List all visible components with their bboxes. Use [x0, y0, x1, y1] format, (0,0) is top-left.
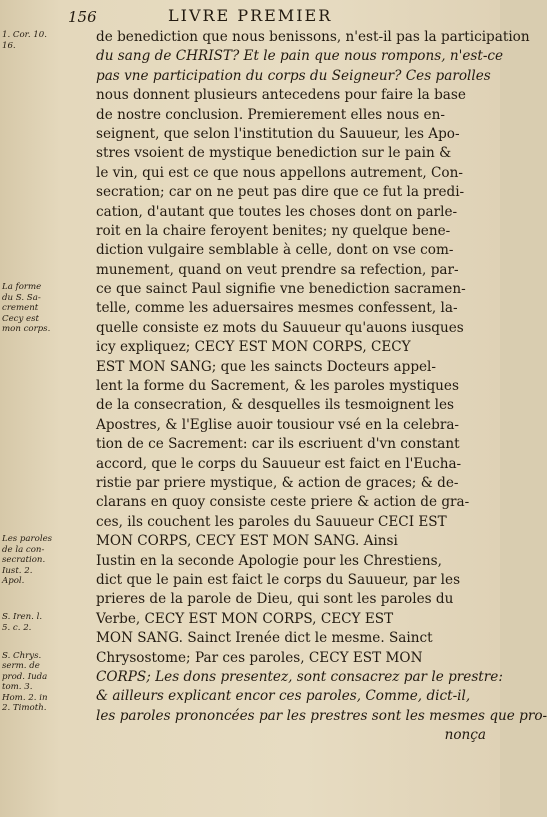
text-line: clarans en quoy consiste ceste priere & action de gra- — [96, 494, 470, 511]
text-line: diction vulgaire semblable à celle, dont on vse com- — [96, 242, 454, 259]
text-line: de nostre conclusion. Premierement elles nous en- — [96, 106, 445, 123]
margin-note-line: crement — [2, 303, 39, 314]
margin-note-line: du S. Sa- — [2, 292, 41, 303]
text-line: accord, que le corps du Sauueur est faict en l'Eucha- — [96, 455, 462, 472]
margin-note-line: 16. — [2, 40, 16, 51]
text-line: & ailleurs explicant encor ces paroles, Comme, dict-il, — [96, 688, 471, 705]
margin-note — [2, 612, 94, 633]
text-line: de benediction que nous benissons, n'est-il pas la participation — [96, 29, 530, 45]
text-line: ce que sainct Paul signifie vne benediction sacramen- — [96, 281, 466, 298]
text-line: Verbe, CECY EST MON CORPS, CECY EST — [96, 610, 394, 627]
text-line: nous donnent plusieurs antecedens pour faire la base — [96, 87, 466, 104]
margin-note-line: Les paroles — [2, 534, 53, 545]
text-line: nonça — [444, 727, 486, 744]
margin-note — [2, 30, 94, 51]
text-line: roit en la chaire feroyent benites; ny quelque bene- — [96, 222, 451, 239]
margin-note-line: prod. Iuda — [2, 671, 48, 682]
text-line: Apostres, & l'Eglise auoir tousiour vsé en la celebra- — [96, 416, 460, 433]
margin-note-line: Hom. 2. in — [2, 692, 48, 703]
margin-note-line: S. Iren. l. — [2, 612, 43, 622]
text-line: lent la forme du Sacrement, & les paroles mystiques — [96, 378, 459, 395]
margin-note-line: 1. Cor. 10. — [2, 30, 47, 40]
margin-note — [2, 534, 94, 587]
text-line: du sang de CHRIST? Et le pain que nous rompons, n'est-ce — [96, 48, 504, 65]
text-line: de la consecration, & desquelles ils tesmoignent les — [96, 397, 455, 414]
text-line: pas vne participation du corps du Seigneur? Ces parolles — [96, 67, 491, 84]
margin-note-line: tom. 3. — [2, 682, 33, 693]
margin-note-line: de la con- — [2, 544, 45, 555]
running-title: LIVRE PREMIER — [168, 6, 333, 25]
text-line: dict que le pain est faict le corps du Sauueur, par les — [96, 571, 461, 588]
margin-note-line: 2. Timoth. — [2, 703, 47, 714]
text-line: ces, ils couchent les paroles du Sauueur CECI EST — [96, 513, 447, 530]
margin-note-line: 5. c. 2. — [2, 622, 32, 633]
text-line: seignent, que selon l'institution du Sauueur, les Apo- — [96, 125, 460, 142]
page-header — [68, 4, 488, 26]
body-text — [96, 28, 547, 745]
margin-note-line: Cecy est — [2, 313, 40, 324]
text-line: EST MON SANG; que les saincts Docteurs appel- — [96, 358, 437, 375]
text-line: CORPS; Les dons presentez, sont consacrez par le prestre: — [96, 668, 503, 685]
text-line: telle, comme les aduersaires mesmes confessent, la- — [96, 300, 458, 317]
text-line: munement, quand on veut prendre sa refection, par- — [96, 261, 459, 278]
text-line: ristie par priere mystique, & action de graces; & de- — [96, 474, 459, 491]
margin-note-line: La forme — [2, 282, 42, 293]
text-line: les paroles prononcées par les prestres sont les mesmes que pro- — [96, 707, 547, 724]
text-line: icy expliquez; CECY EST MON CORPS, CECY — [96, 339, 411, 356]
margin-note-line: Iust. 2. — [2, 565, 33, 576]
text-line: Iustin en la seconde Apologie pour les Chrestiens, — [96, 552, 442, 569]
text-line: MON SANG. Sainct Irenée dict le mesme. Sainct — [96, 630, 433, 647]
margin-note-line: S. Chrys. — [2, 650, 42, 661]
margin-note — [2, 282, 94, 335]
text-line: stres vsoient de mystique benediction sur le pain & — [96, 145, 452, 162]
text-line: secration; car on ne peut pas dire que ce fut la predi- — [96, 184, 465, 201]
text-line: cation, d'autant que toutes les choses dont on parle- — [96, 203, 458, 220]
text-line: MON CORPS, CECY EST MON SANG. Ainsi — [96, 533, 398, 550]
text-line: prieres de la parole de Dieu, qui sont les paroles du — [96, 591, 454, 608]
margin-note-line: serm. de — [2, 661, 40, 672]
margin-note-line: secration. — [2, 555, 46, 566]
margin-note-line: Apol. — [2, 576, 25, 587]
margin-note-line: mon corps. — [2, 324, 51, 335]
text-line: tion de ce Sacrement: car ils escriuent d'vn constant — [96, 436, 460, 453]
text-line: Chrysostome; Par ces paroles, CECY EST MON — [96, 649, 423, 666]
page-number: 156 — [68, 8, 97, 26]
margin-note — [2, 651, 94, 714]
text-line: quelle consiste ez mots du Sauueur qu'auons iusques — [96, 319, 464, 336]
text-line: le vin, qui est ce que nous appellons autrement, Con- — [96, 164, 463, 181]
